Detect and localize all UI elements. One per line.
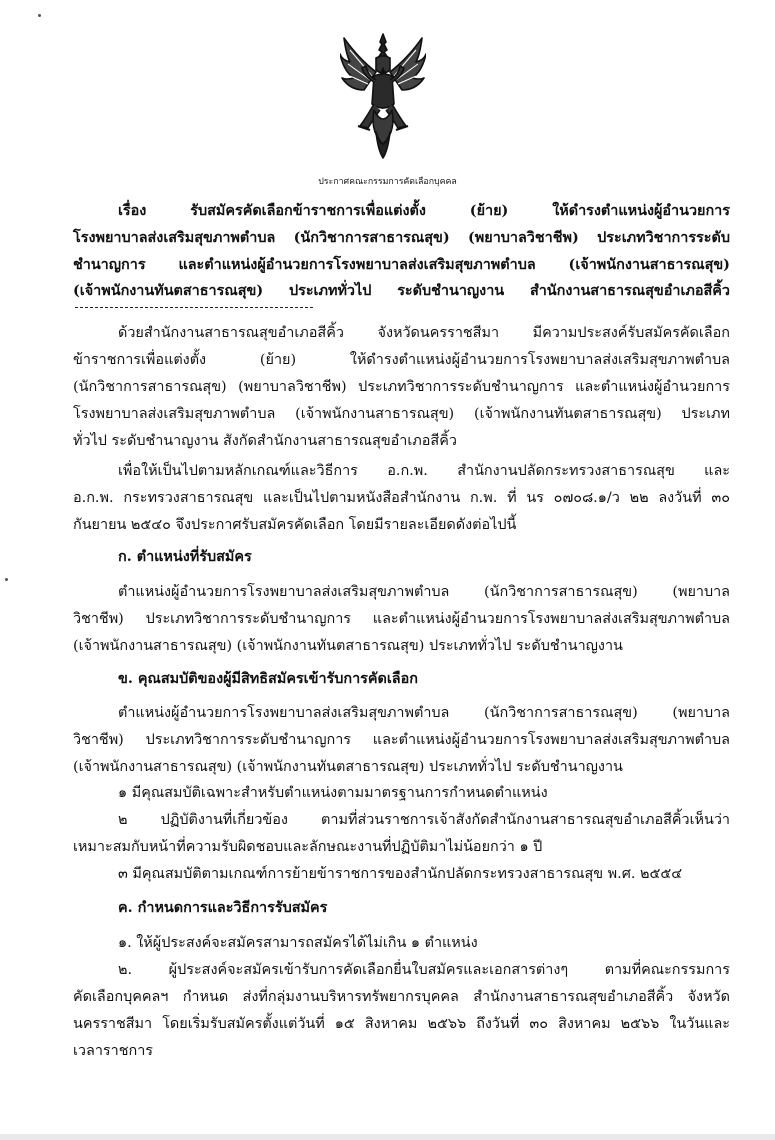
section-a-line-3: (เจ้าพนักงานสาธารณสุข) (เจ้าพนักงานทันตสาธารณสุข) ประเภททั่วไป ระดับชำนาญงาน (73, 638, 623, 654)
intro-p2-line-1: เพื่อให้เป็นไปตามหลักเกณฑ์และวิธีการ อ.ก.พ. สำนักงานปลัดกระทรวงสาธารณสุข และ (118, 463, 730, 479)
subject-line-3: ชำนาญการ และตำแหน่งผู้อำนวยการโรงพยาบาลส่งเสริมสุขภาพตำบล (เจ้าพนักงานสาธารณสุข) (73, 256, 730, 273)
intro-p1-line-5: ทั่วไป ระดับชำนาญงาน สังกัดสำนักงานสาธารณสุขอำเภอสีคิ้ว (73, 433, 457, 449)
page-bottom-edge (0, 1134, 775, 1140)
intro-p1-line-2: ข้าราชการเพื่อแต่งตั้ง (ย้าย) ให้ดำรงตำแหน่งผู้อำนวยการโรงพยาบาลส่งเสริมสุขภาพตำบล (73, 352, 730, 368)
qualification-item-2: ๒ ปฏิบัติงานที่เกี่ยวข้อง ตามที่ส่วนราชการเจ้าสังกัดสำนักงานสาธารณสุขอำเภอสีคิ้วเห็นว่า (118, 812, 730, 828)
section-c-line-4: นครราชสีมา โดยเริ่มรับสมัครตั้งแต่วันที่ ๑๕ สิงหาคม ๒๕๖๖ ถึงวันที่ ๓๐ สิงหาคม ๒๕๖๖ ในวันและ (73, 1016, 730, 1032)
scan-speck (38, 14, 41, 17)
intro-p2-line-2: อ.ก.พ. กระทรวงสาธารณสุข และเป็นไปตามหนังสือสำนักงาน ก.พ. ที่ นร ๐๗๐๘.๑/ว ๒๒ ลงวันที่ ๓๐ (73, 490, 730, 506)
subject-line-4: (เจ้าพนักงานทันตสาธารณสุข) ประเภททั่วไป ระดับชำนาญงาน สำนักงานสาธารณสุขอำเภอสีคิ้ว (73, 282, 730, 299)
section-c-line-1: ๑. ให้ผู้ประสงค์จะสมัครสามารถสมัครได้ไม่เกิน ๑ ตำแหน่ง (118, 935, 478, 951)
section-c-line-5: เวลาราชการ (73, 1043, 153, 1059)
section-c-line-3: คัดเลือกบุคคลฯ กำหนด ส่งที่กลุ่มงานบริหารทรัพยากรบุคคล สำนักงานสาธารณสุขอำเภอสีคิ้ว จังหวัด (73, 989, 730, 1005)
section-b-heading: ข. คุณสมบัติของผู้มีสิทธิสมัครเข้ารับการคัดเลือก (118, 670, 418, 687)
intro-p2-line-3: กันยายน ๒๕๔๐ จึงประกาศรับสมัครคัดเลือก โดยมีรายละเอียดดังต่อไปนี้ (73, 517, 517, 533)
document-title: ประกาศคณะกรรมการคัดเลือกบุคคล (318, 177, 457, 187)
section-c-heading: ค. กำหนดการและวิธีการรับสมัคร (118, 899, 328, 916)
intro-p1-line-1: ด้วยสำนักงานสาธารณสุขอำเภอสีคิ้ว จังหวัดนครราชสีมา มีความประสงค์รับสมัครคัดเลือก (118, 325, 730, 341)
divider-dashed (75, 307, 313, 308)
qualification-item-3: ๓ มีคุณสมบัติตามเกณฑ์การย้ายข้าราชการของสำนักปลัดกระทรวงสาธารณสุข พ.ศ. ๒๕๕๔ (118, 866, 683, 882)
section-b-line-1: ตำแหน่งผู้อำนวยการโรงพยาบาลส่งเสริมสุขภาพตำบล (นักวิชาการสาธารณสุข) (พยาบาล (118, 705, 730, 721)
intro-p1-line-3: (นักวิชาการสาธารณสุข) (พยาบาลวิชาชีพ) ประเภทวิชาการระดับชำนาญการ และตำแหน่งผู้อำนวยการ (73, 379, 730, 395)
subject-line-2: โรงพยาบาลส่งเสริมสุขภาพตำบล (นักวิชาการสาธารณสุข) (พยาบาลวิชาชีพ) ประเภทวิชาการระดับ (73, 229, 730, 246)
section-b-line-2: วิชาชีพ) ประเภทวิชาการระดับชำนาญการ และตำแหน่งผู้อำนวยการโรงพยาบาลส่งเสริมสุขภาพตำบล (73, 732, 730, 748)
section-b-line-3: (เจ้าพนักงานสาธารณสุข) (เจ้าพนักงานทันตสาธารณสุข) ประเภททั่วไป ระดับชำนาญงาน (73, 759, 623, 775)
scan-speck (5, 578, 8, 581)
subject-line-1: เรื่อง รับสมัครคัดเลือกข้าราชการเพื่อแต่งตั้ง (ย้าย) ให้ดำรงตำแหน่งผู้อำนวยการ (118, 202, 730, 219)
section-a-heading: ก. ตำแหน่งที่รับสมัคร (118, 548, 252, 565)
section-c-line-2: ๒. ผู้ประสงค์จะสมัครเข้ารับการคัดเลือกยื่นใบสมัครและเอกสารต่างๆ ตามที่คณะกรรมการ (118, 962, 730, 978)
intro-p1-line-4: โรงพยาบาลส่งเสริมสุขภาพตำบล (เจ้าพนักงานสาธารณสุข) (เจ้าพนักงานทันตสาธารณสุข) ประเภท (73, 406, 730, 422)
section-a-line-2: วิชาชีพ) ประเภทวิชาการระดับชำนาญการ และตำแหน่งผู้อำนวยการโรงพยาบาลส่งเสริมสุขภาพตำบล (73, 611, 730, 627)
garuda-emblem-icon (340, 32, 426, 160)
qualification-item-1: ๑ มีคุณสมบัติเฉพาะสำหรับตำแหน่งตามมาตรฐานการกำหนดตำแหน่ง (118, 785, 548, 801)
qualification-item-2-cont: เหมาะสมกับหน้าที่ความรับผิดชอบและลักษณะงานที่ปฏิบัติมาไม่น้อยกว่า ๑ ปี (73, 839, 543, 855)
section-a-line-1: ตำแหน่งผู้อำนวยการโรงพยาบาลส่งเสริมสุขภาพตำบล (นักวิชาการสาธารณสุข) (พยาบาล (118, 584, 730, 600)
